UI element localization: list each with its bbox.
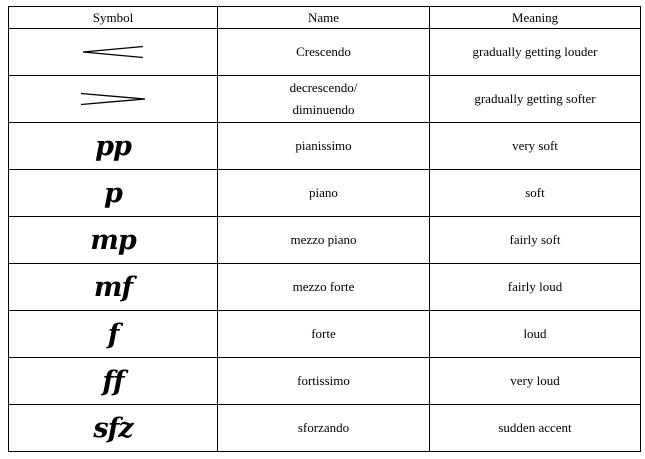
dynamic-symbol: f	[107, 318, 119, 350]
meaning-cell: very soft	[430, 123, 641, 170]
symbol-cell	[9, 170, 218, 217]
symbol-cell	[9, 217, 218, 264]
table-row	[9, 405, 641, 452]
name-line: diminuendo	[292, 102, 355, 117]
symbol-cell	[9, 123, 218, 170]
table-row	[9, 76, 641, 123]
meaning-cell: soft	[430, 170, 641, 217]
meaning-cell: sudden accent	[430, 405, 641, 452]
dynamics-table	[8, 6, 641, 452]
name-cell: mezzo piano	[218, 217, 430, 264]
table-row	[9, 29, 641, 76]
table-row	[9, 358, 641, 405]
dynamic-symbol: mp	[90, 224, 136, 256]
crescendo-hairpin-icon	[81, 45, 145, 59]
header-symbol: Symbol	[9, 7, 218, 29]
symbol-cell	[9, 311, 218, 358]
dynamic-symbol: p	[104, 177, 122, 209]
name-cell: mezzo forte	[218, 264, 430, 311]
table-row	[9, 264, 641, 311]
dynamic-symbol: sfz	[93, 412, 133, 444]
name-cell: fortissimo	[218, 358, 430, 405]
header-name: Name	[218, 7, 430, 29]
meaning-cell: fairly loud	[430, 264, 641, 311]
dynamic-symbol: mf	[93, 271, 133, 303]
symbol-cell	[9, 264, 218, 311]
meaning-cell: gradually getting softer	[430, 76, 641, 123]
dynamic-symbol: pp	[95, 130, 131, 162]
meaning-cell: gradually getting louder	[430, 29, 641, 76]
meaning-cell: fairly soft	[430, 217, 641, 264]
table-row	[9, 123, 641, 170]
name-cell	[218, 76, 430, 123]
table-row	[9, 311, 641, 358]
name-cell: piano	[218, 170, 430, 217]
table-row	[9, 170, 641, 217]
decrescendo-hairpin-icon	[79, 92, 147, 106]
symbol-cell	[9, 405, 218, 452]
table-row	[9, 217, 641, 264]
name-cell: forte	[218, 311, 430, 358]
symbol-cell	[9, 76, 218, 123]
symbol-cell	[9, 358, 218, 405]
meaning-cell: very loud	[430, 358, 641, 405]
header-meaning: Meaning	[430, 7, 641, 29]
name-cell: pianissimo	[218, 123, 430, 170]
dynamic-symbol: ff	[102, 365, 124, 397]
symbol-cell	[9, 29, 218, 76]
name-cell: Crescendo	[218, 29, 430, 76]
name-line: decrescendo/	[289, 80, 358, 95]
header-row	[9, 7, 641, 29]
meaning-cell: loud	[430, 311, 641, 358]
name-cell: sforzando	[218, 405, 430, 452]
